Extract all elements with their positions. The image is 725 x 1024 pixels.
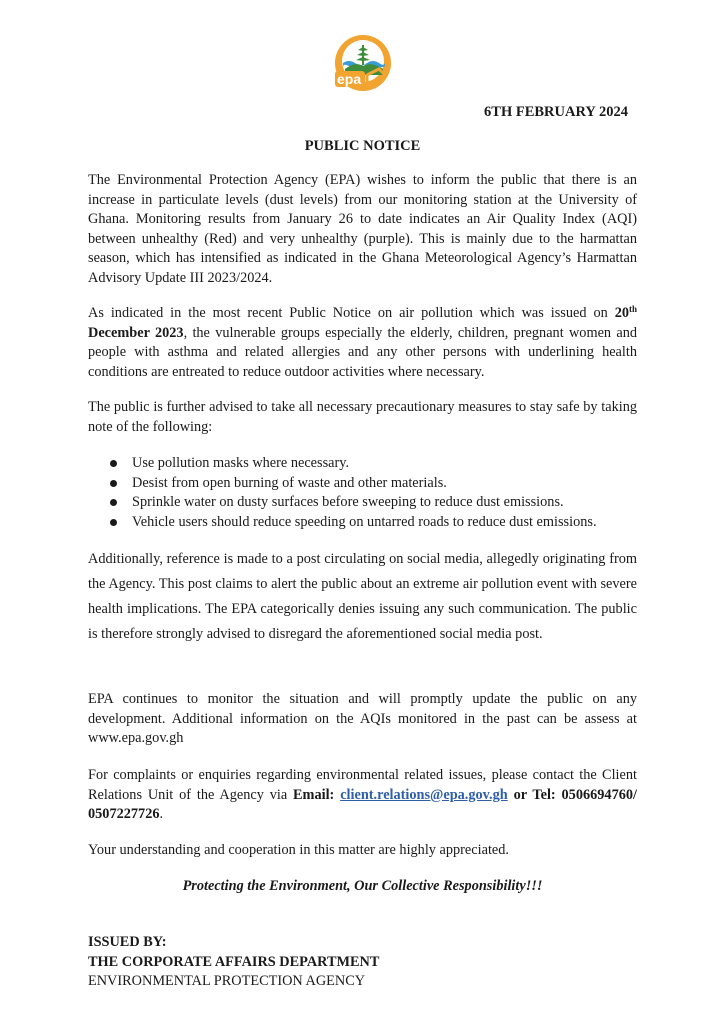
paragraph-contact	[88, 766, 637, 825]
email-link[interactable]: client.relations@epa.gov.gh	[340, 786, 508, 803]
list-item	[108, 474, 597, 494]
motto: Protecting the Environment, Our Collective Responsibility!!!	[182, 878, 543, 894]
p2-tail: , the vulnerable groups especially the elderly, children, pregnant women and people with asthma and related allergies and any other persons with underlining health conditions are entreated to reduce outdoor activities where necessary.	[88, 324, 638, 380]
p2-lead: As indicated in the most recent Public Notice on air pollution which was issued on	[88, 305, 615, 321]
paragraph-vulnerable-groups	[88, 304, 637, 382]
epa-logo-icon	[333, 33, 393, 93]
p2-date-num: 20	[614, 305, 629, 321]
paragraph-precautions-intro: The public is further advised to take all necessary precautionary measures to stay safe by taking note of the following:	[88, 399, 637, 435]
list-item-text: Vehicle users should reduce speeding on untarred roads to reduce dust emissions.	[132, 513, 597, 530]
issuing-agency: ENVIRONMENTAL PROTECTION AGENCY	[88, 973, 366, 989]
p2-date-rest: December 2023	[88, 324, 184, 341]
p2-date-sup: th	[628, 304, 637, 314]
bullet-icon	[110, 480, 117, 487]
p6-end: .	[159, 806, 164, 822]
list-item-text: Sprinkle water on dusty surfaces before sweeping to reduce dust emissions.	[132, 494, 564, 510]
bullet-icon	[110, 460, 117, 467]
list-item-text: Desist from open burning of waste and other materials.	[132, 474, 447, 491]
page-title: PUBLIC NOTICE	[304, 138, 421, 154]
issuing-department: THE CORPORATE AFFAIRS DEPARTMENT	[88, 953, 380, 970]
issued-by-block	[88, 933, 379, 992]
list-item	[108, 454, 597, 474]
svg-text:epa: epa	[337, 71, 362, 87]
paragraph-social-media-denial: Additionally, reference is made to a post circulating on social media, allegedly originating from the Agency. This post claims to alert the public about an extreme air pollution event with severe health implications. The EPA categorically denies issuing any such communication. The public is therefore strongly advised to disregard the aforementioned social media post.	[88, 551, 637, 642]
tel-label: or Tel: 0506694760/ 0507227726	[88, 786, 637, 822]
p6-lead: For complaints or enquiries regarding environmental related issues, please contact the Client Relations Unit of the Agency via	[88, 767, 637, 803]
email-label: Email:	[293, 786, 335, 803]
list-item-text: Use pollution masks where necessary.	[132, 455, 350, 471]
bullet-icon	[110, 499, 117, 506]
paragraph-aqi-increase: The Environmental Protection Agency (EPA) wishes to inform the public that there is an increase in particulate levels (dust levels) from our monitoring station at the University of Ghana. Monitoring results from January 26 to date indicates an Air Quality Index (AQI) between unhealthy (Red) and very unhealthy (purple). This is mainly due to the harmattan season, which has intensified as indicated in the Ghana Meteorological Agency’s Harmattan Advisory Update III 2023/2024.	[88, 172, 637, 286]
paragraph-monitoring-update: EPA continues to monitor the situation and will promptly update the public on any development. Additional information on the AQIs monitored in the past can be assess at www.epa.gov.gh	[88, 691, 637, 746]
bullet-icon	[110, 519, 117, 526]
notice-date: 6TH FEBRUARY 2024	[484, 104, 628, 120]
issued-by-label: ISSUED BY:	[88, 934, 167, 950]
list-item	[108, 513, 597, 533]
precautions-list	[108, 454, 597, 532]
list-item	[108, 493, 597, 513]
paragraph-appreciation: Your understanding and cooperation in this matter are highly appreciated.	[88, 842, 509, 858]
